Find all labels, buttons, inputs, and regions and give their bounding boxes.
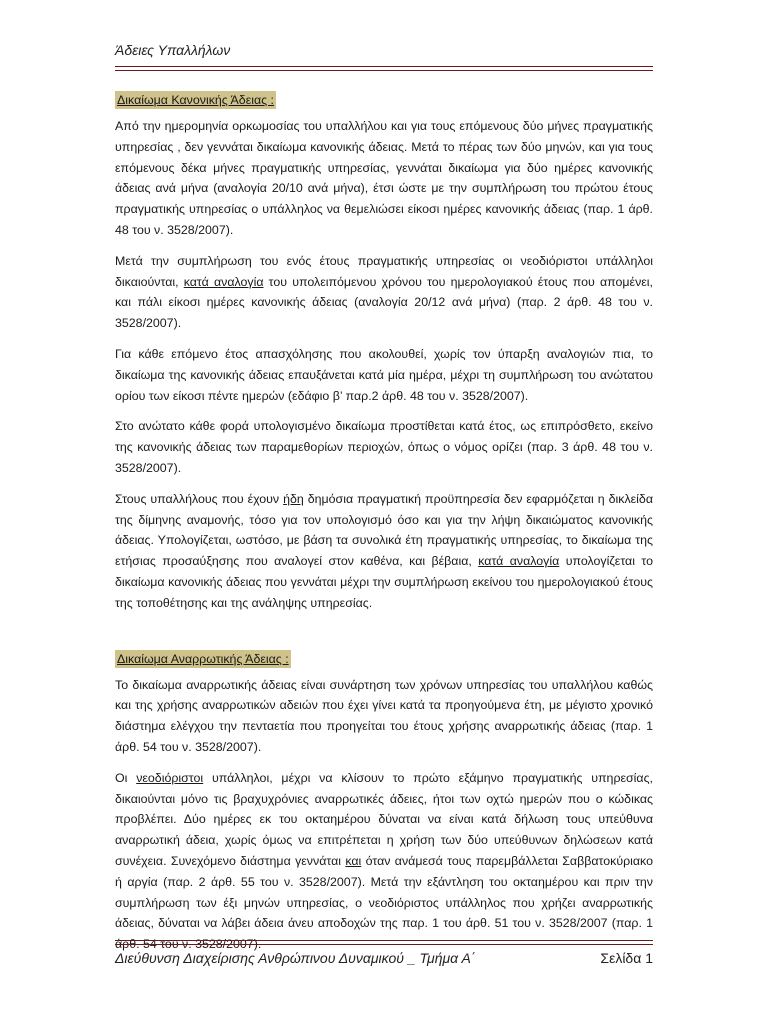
underlined-text: ήδη (283, 491, 304, 506)
document-body (115, 90, 653, 965)
paragraph-text: υπολογίζεται το δικαίωμα κανονικής άδειας που γεννάται μέχρι την συμπλήρωση εκείνου του ημερολογιακού έτους της τοποθέτησης και της ανάληψης υπηρεσίας. (115, 554, 653, 610)
paragraph-text: Οι (115, 770, 137, 785)
body-paragraph (115, 116, 653, 241)
underlined-text: κατά αναλογία (183, 274, 264, 289)
underlined-text: και (345, 853, 362, 868)
paragraph-text: Το δικαίωμα αναρρωτικής άδειας είναι συνάρτηση των χρόνων υπηρεσίας του υπαλλήλου καθώς και της χρήσης αναρρωτικών αδειών που έχει γίνει κατά τα προηγούμενα έτη, με μέγιστο χρονικό διάστημα ελέγχου την πενταετία που προηγείται του έτους χρήσης αναρρωτικής άδειας (παρ. 1 άρθ. 54 του ν. 3528/2007). (115, 677, 653, 754)
paragraph-text: δημόσια πραγματική προϋπηρεσία δεν εφαρμόζεται η δικλείδα της δίμηνης αναμονής, τόσο για τον υπολογισμό όσο και για την λήψη δικαιώματος κανονικής άδειας. Υπολογίζεται, ωστόσο, με βάση τα συνολικά έτη πραγματικής υπηρεσίας, το δικαίωμα της ετήσιας προσαύξησης που αναλογεί στον καθένα, και βέβαια, (115, 491, 653, 569)
paragraph-text: Μετά την συμπλήρωση του ενός έτους πραγματικής υπηρεσίας οι νεοδιόριστοι υπάλληλοι δικαιούνται, (115, 253, 653, 289)
body-paragraph (115, 344, 653, 406)
paragraph-text: Στους υπαλλήλους που έχουν (115, 491, 284, 506)
section-heading-row (115, 649, 653, 675)
underlined-text: κατά αναλογία (478, 554, 560, 569)
footer-department: Διεύθυνση Διαχείρισης Ανθρώπινου Δυναμικού _ Τμήμα Α΄ (115, 950, 476, 966)
paragraph-text: όταν ανάμεσά τους παρεμβάλλεται Σαββατοκύριακο ή αργία (παρ. 2 άρθ. 55 του ν. 3528/2007). Μετά την εξάντληση του οκταημέρου και πριν την συμπλήρωση των έξι μηνών υπηρεσίας, ο νεοδιόριστος υπάλληλος που χρήζει αναρρωτικής άδειας, δύναται να λάβει άδεια άνευ αποδοχών της παρ. 1 του άρθ. 51 του ν. 3528/2007 (παρ. 1 άρθ. 54 του ν. 3528/2007). (115, 853, 653, 952)
body-paragraph (115, 768, 653, 955)
footer-rule-bottom (115, 944, 653, 945)
paragraph-text: Για κάθε επόμενο έτος απασχόλησης που ακολουθεί, χωρίς τον ύπαρξη αναλογιών πια, το δικαίωμα της κανονικής άδειας επαυξάνεται κατά μία ημέρα, μέχρι τη συμπλήρωση του ανώτατου ορίου των είκοσι πέντε ημερών (εδάφιο β’ παρ.2 άρθ. 48 του ν. 3528/2007). (115, 346, 653, 403)
section-spacer (115, 624, 653, 649)
body-paragraph (115, 489, 653, 614)
body-paragraph (115, 251, 653, 334)
document-header-title: Άδειες Υπαλλήλων (115, 42, 231, 58)
body-paragraph (115, 416, 653, 478)
paragraph-text: Από την ημερομηνία ορκωμοσίας του υπαλλήλου και για τους επόμενους δύο μήνες πραγματικής υπηρεσίας , δεν γεννάται δικαίωμα κανονικής άδειας. Μετά το πέρας των δύο μηνών, και για τους επόμενους δέκα μήνες πραγματικής υπηρεσίας, γεννάται δικαίωμα για δύο ημέρες κανονικής άδειας ανά μήνα (αναλογία 20/10 ανά μήνα), έτσι ώστε με την συμπλήρωση του πρώτου έτους πραγματικής υπηρεσίας ο υπάλληλος να θεμελιώσει είκοσι ημέρες κανονικής άδειας (παρ. 1 άρθ. 48 του ν. 3528/2007). (115, 119, 653, 237)
page-number: Σελίδα 1 (600, 950, 653, 966)
section-heading-row (115, 90, 653, 116)
header-rule-bottom (115, 70, 653, 71)
body-paragraph (115, 675, 653, 758)
paragraph-text: του υπολειπόμενου χρόνου του ημερολογιακού έτους που απομένει, και πάλι είκοσι ημέρες κανονικής άδειας (αναλογία 20/12 ανά μήνα) (παρ. 2 άρθ. 48 του ν. 3528/2007). (115, 274, 653, 331)
underlined-text: νεοδιόριστοι (136, 770, 204, 785)
header-rule-top (115, 66, 653, 67)
paragraph-text: Στο ανώτατο κάθε φορά υπολογισμένο δικαίωμα προστίθεται κατά έτος, ως επιπρόσθετο, εκείνο της κανονικής άδειας των παραμεθορίων περιοχών, όπως ο νόμος ορίζει (παρ. 3 άρθ. 48 του ν. 3528/2007). (115, 419, 653, 475)
section-heading: Δικαίωμα Αναρρωτικής Άδειας : (117, 651, 289, 666)
footer-rule-top (115, 940, 653, 941)
paragraph-text: υπάλληλοι, μέχρι να κλίσουν το πρώτο εξάμηνο πραγματικής υπηρεσίας, δικαιούνται μόνο τις βραχυχρόνιες αναρρωτικές άδειες, ήτοι των οχτώ ημερών που ο κώδικας προβλέπει. Δύο ημέρες εκ του οκταημέρου δύναται να είναι κατά δήλωση τους υπεύθυνα αναρρωτική άδεια, χωρίς όμως να επιτρέπεται η χρήση των δύο υπεύθυνων δηλώσεων κατά συνέχεια. Συνεχόμενο διάστημα γεννάται (115, 770, 653, 868)
section-heading: Δικαίωμα Κανονικής Άδειας : (117, 93, 274, 107)
